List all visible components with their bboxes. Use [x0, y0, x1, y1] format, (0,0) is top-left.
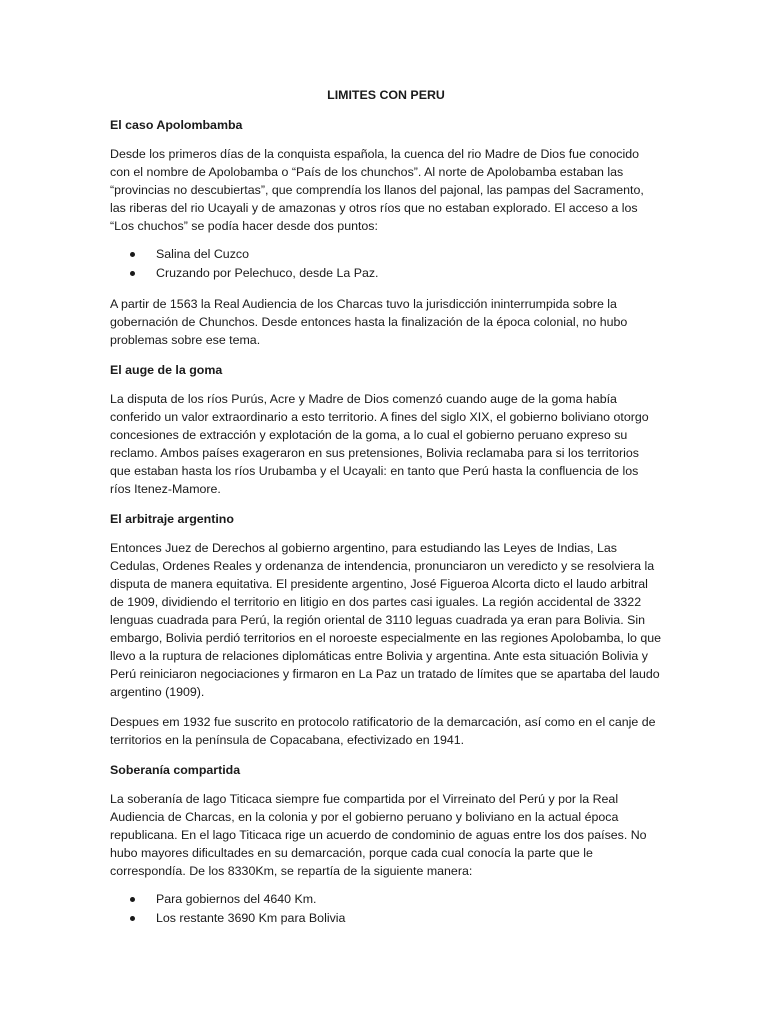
- section-heading: El caso Apolombamba: [110, 118, 243, 132]
- list-item-text: Los restante 3690 Km para Bolivia: [156, 911, 346, 925]
- paragraph: La disputa de los ríos Purús, Acre y Madre de Dios comenzó cuando auge de la goma había conferido un valor extraordinario a esto territorio. A fines del siglo XIX, el gobierno boliviano otorgo concesiones de extracción y explotación de la goma, a lo cual el gobierno peruano expreso su reclamo. Ambos países exageraron en sus pretensiones, Bolivia reclamaba para si los territorios que estaban hasta los ríos Urubamba y el Ucayali: en tanto que Perú hasta la confluencia de los ríos Itenez-Mamore.: [110, 392, 649, 496]
- list-item-text: Cruzando por Pelechuco, desde La Paz.: [156, 266, 379, 280]
- section-heading: Soberanía compartida: [110, 763, 241, 777]
- document-page: [110, 86, 662, 940]
- list-item: [110, 890, 662, 909]
- bullet-list: [110, 245, 662, 283]
- paragraph: Entonces Juez de Derechos al gobierno argentino, para estudiando las Leyes de Indias, Las Cedulas, Ordenes Reales y ordenanza de intendencia, pronunciaron un veredicto y se resolviera la disputa de manera equitativa. El presidente argentino, José Figueroa Alcorta dicto el laudo arbitral de 1909, dividiendo el territorio en litigio en dos partes casi iguales. La región accidental de 3322 lenguas cuadrada para Perú, la región oriental de 3110 leguas cuadrada ya eran para Bolivia. Sin embargo, Bolivia perdió territorios en el noroeste especialmente en las regiones Apolobamba, lo que llevo a la ruptura de relaciones diplomáticas entre Bolivia y argentina. Ante esta situación Bolivia y Perú reiniciaron negociaciones y firmaron en La Paz un tratado de límites que se apartaba del laudo argentino (1909).: [110, 541, 662, 699]
- section-soberania-compartida: [110, 761, 662, 928]
- bullet-icon: [130, 916, 135, 921]
- document-title: LIMITES CON PERU: [327, 88, 445, 102]
- paragraph: A partir de 1563 la Real Audiencia de los Charcas tuvo la jurisdicción ininterrumpida sobre la gobernación de Chunchos. Desde entonces hasta la finalización de la época colonial, no hubo problemas sobre ese tema.: [110, 297, 628, 347]
- section-heading: El arbitraje argentino: [110, 512, 234, 526]
- list-item: [110, 264, 662, 283]
- list-item: [110, 909, 662, 928]
- list-item: [110, 245, 662, 264]
- paragraph: Despues em 1932 fue suscrito en protocolo ratificatorio de la demarcación, así como en el canje de territorios en la península de Copacabana, efectivizado en 1941.: [110, 715, 656, 747]
- bullet-icon: [130, 271, 135, 276]
- section-heading: El auge de la goma: [110, 363, 223, 377]
- bullet-icon: [130, 897, 135, 902]
- section-arbitraje-argentino: [110, 510, 662, 749]
- paragraph: Desde los primeros días de la conquista española, la cuenca del rio Madre de Dios fue conocido con el nombre de Apolobamba o “País de los chunchos”. Al norte de Apolobamba estaban las “provincias no descubiertas”, que comprendía los llanos del pajonal, las pampas del Sacramento, las riberas del rio Ucayali y de amazonas y otros ríos que no estaban explorado. El acceso a los “Los chuchos” se podía hacer desde dos puntos:: [110, 147, 644, 233]
- list-item-text: Salina del Cuzco: [156, 247, 249, 261]
- section-auge-goma: [110, 361, 662, 498]
- list-item-text: Para gobiernos del 4640 Km.: [156, 892, 317, 906]
- bullet-list: [110, 890, 662, 928]
- section-apolombamba: [110, 116, 662, 349]
- paragraph: La soberanía de lago Titicaca siempre fue compartida por el Virreinato del Perú y por la Real Audiencia de Charcas, en la colonia y por el gobierno peruano y boliviano en la actual época republicana. En el lago Titicaca rige un acuerdo de condominio de aguas entre los dos países. No hubo mayores dificultades en su demarcación, porque cada cual conocía la parte que le correspondía. De los 8330Km, se repartía de la siguiente manera:: [110, 792, 647, 878]
- bullet-icon: [130, 252, 135, 257]
